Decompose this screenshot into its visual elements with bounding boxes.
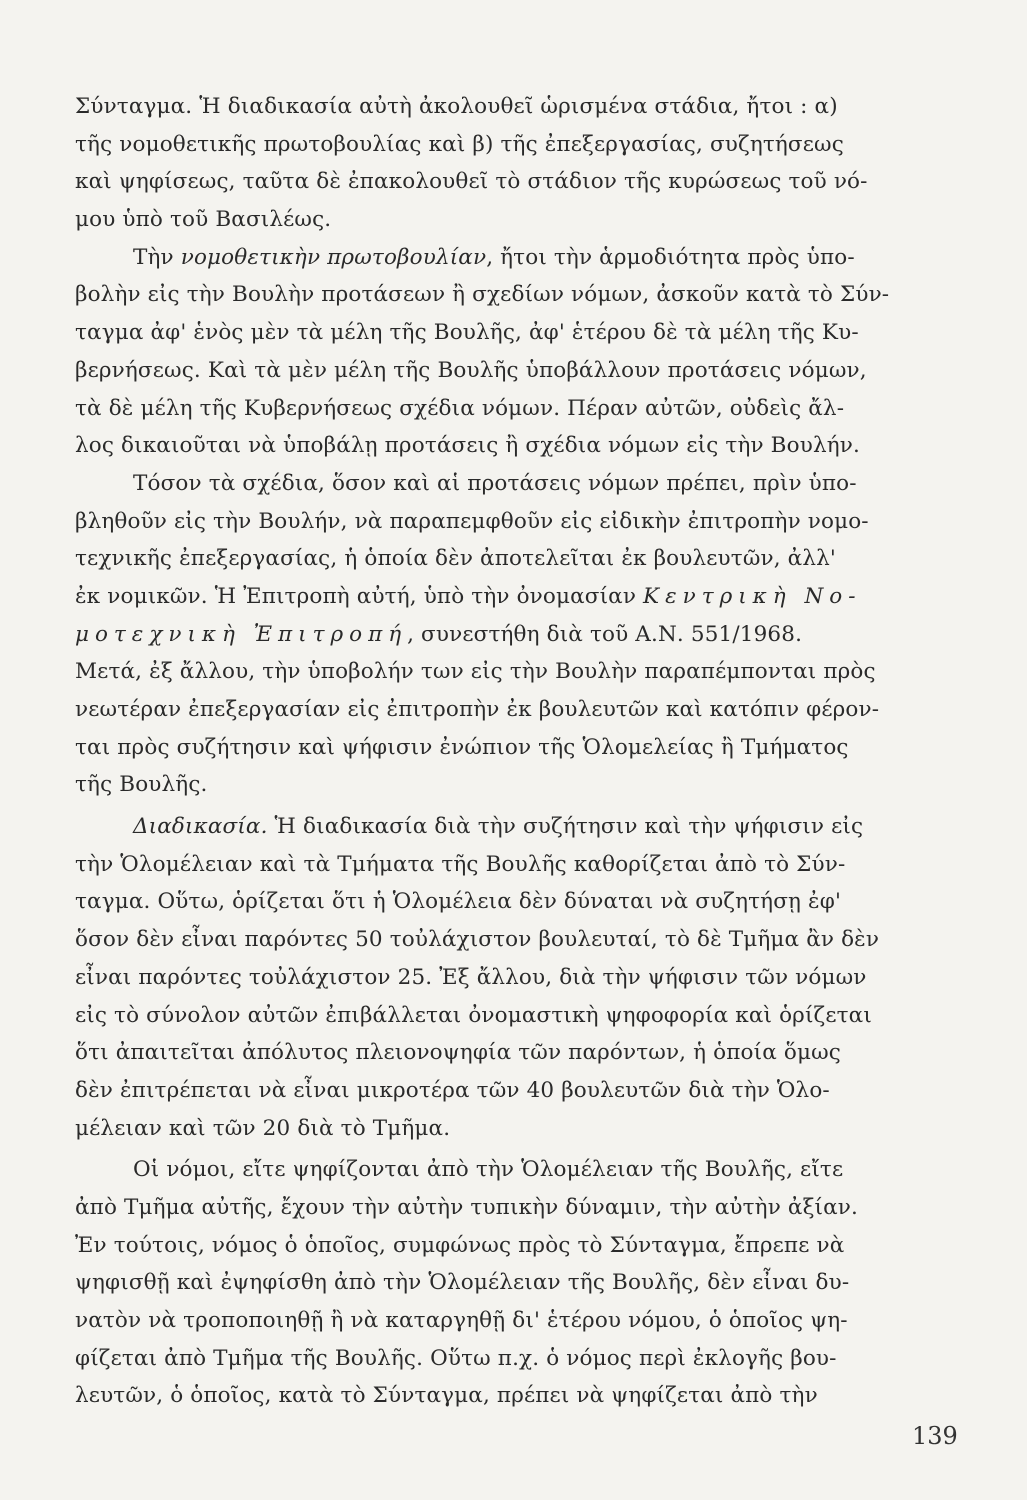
page-number: 139 bbox=[912, 1422, 958, 1450]
text-line bbox=[75, 808, 963, 846]
text-run: , ἤτοι τὴν ἁρμοδιότητα πρὸς ὑπο- bbox=[486, 244, 855, 270]
italic-term: νομοθετικὴν πρωτοβουλίαν bbox=[180, 244, 487, 270]
text-line: ταγμα. Οὕτω, ὁρίζεται ὅτι ἡ Ὁλομέλεια δὲν δύναται νὰ συζητήσῃ ἐφ' bbox=[75, 889, 842, 915]
text-line: Ἐν τούτοις, νόμος ὁ ὁποῖος, συμφώνως πρὸς τὸ Σύνταγμα, ἔπρεπε νὰ bbox=[75, 1232, 845, 1258]
text-run: , συνεστήθη διὰ τοῦ Α.Ν. 551/1968. bbox=[407, 621, 803, 647]
text-line: τεχνικῆς ἐπεξεργασίας, ἡ ὁποία δὲν ἀποτελεῖται ἐκ βουλευτῶν, ἀλλ' bbox=[75, 546, 836, 572]
text-line: τὴν Ὁλομέλειαν καὶ τὰ Τμήματα τῆς Βουλῆς καθορίζεται ἀπὸ τὸ Σύν- bbox=[75, 851, 846, 877]
text-line: Σύνταγμα. Ἡ διαδικασία αὐτὴ ἀκολουθεῖ ὡρισμένα στάδια, ἤτοι : α) bbox=[75, 94, 838, 119]
text-line: βερνήσεως. Καὶ τὰ μὲν μέλη τῆς Βουλῆς ὑποβάλλουν προτάσεις νόμων, bbox=[75, 357, 867, 383]
text-line: τὰ δὲ μέλη τῆς Κυβερνήσεως σχέδια νόμων. Πέραν αὐτῶν, οὐδεὶς ἄλ- bbox=[75, 395, 845, 421]
text-line: δὲν ἐπιτρέπεται νὰ εἶναι μικροτέρα τῶν 40 βουλευτῶν διὰ τὴν Ὁλο- bbox=[75, 1077, 830, 1103]
text-line: Τόσον τὰ σχέδια, ὅσον καὶ αἱ προτάσεις νόμων πρέπει, πρὶν ὑπο- bbox=[133, 470, 857, 496]
section-heading: Διαδικασία. bbox=[133, 814, 268, 840]
text-line: μου ὑπὸ τοῦ Βασιλέως. bbox=[75, 207, 332, 233]
paragraph-4 bbox=[75, 808, 963, 1147]
text-run: Τὴν bbox=[133, 244, 181, 270]
text-line: ψηφισθῇ καὶ ἐψηφίσθη ἀπὸ τὴν Ὁλομέλειαν τῆς Βουλῆς, δὲν εἶναι δυ- bbox=[75, 1270, 850, 1296]
text-line: Οἱ νόμοι, εἴτε ψηφίζονται ἀπὸ τὴν Ὁλομέλειαν τῆς Βουλῆς, εἴτε bbox=[133, 1157, 844, 1183]
text-line: τῆς Βουλῆς. bbox=[75, 772, 208, 798]
text-line: μέλειαν καὶ τῶν 20 διὰ τὸ Τμῆμα. bbox=[75, 1115, 451, 1141]
text-line: ὅτι ἀπαιτεῖται ἀπόλυτος πλειονοψηφία τῶν παρόντων, ἡ ὁποία ὅμως bbox=[75, 1040, 841, 1066]
text-run: ἐκ νομικῶν. Ἡ Ἐπιτροπὴ αὐτή, ὑπὸ τὴν ὀνομασίαν bbox=[75, 583, 644, 609]
text-line: φίζεται ἀπὸ Τμῆμα τῆς Βουλῆς. Οὕτω π.χ. ὁ νόμος περὶ ἐκλογῆς βου- bbox=[75, 1345, 837, 1371]
spaced-italic-term: Κεντρικὴ Νο- bbox=[643, 583, 862, 609]
paragraph-3 bbox=[75, 465, 963, 804]
text-line: ταγμα ἀφ' ἑνὸς μὲν τὰ μέλη τῆς Βουλῆς, ἀφ' ἑτέρου δὲ τὰ μέλη τῆς Κυ- bbox=[75, 320, 859, 346]
spaced-italic-term: μοτεχνικὴ Ἐπιτροπή bbox=[75, 621, 408, 647]
text-line: ἀπὸ Τμῆμα αὐτῆς, ἔχουν τὴν αὐτὴν τυπικὴν δύναμιν, τὴν αὐτὴν ἀξίαν. bbox=[75, 1194, 859, 1220]
text-line: λος δικαιοῦται νὰ ὑποβάλῃ προτάσεις ἢ σχέδια νόμων εἰς τὴν Βουλήν. bbox=[75, 433, 860, 459]
text-line: Μετά, ἐξ ἄλλου, τὴν ὑποβολήν των εἰς τὴν Βουλὴν παραπέμπονται πρὸς bbox=[75, 659, 876, 685]
text-line: ὅσον δὲν εἶναι παρόντες 50 τοὐλάχιστον βουλευταί, τὸ δὲ Τμῆμα ἂν δὲν bbox=[75, 927, 880, 953]
paragraph-5 bbox=[75, 1151, 963, 1415]
text-run: Ἡ διαδικασία διὰ τὴν συζήτησιν καὶ τὴν ψήφισιν εἰς bbox=[267, 814, 864, 840]
text-line: βολὴν εἰς τὴν Βουλὴν προτάσεων ἢ σχεδίων νόμων, ἀσκοῦν κατὰ τὸ Σύν- bbox=[75, 282, 890, 308]
paragraph-1 bbox=[75, 88, 963, 239]
text-line bbox=[75, 239, 963, 277]
text-line: βληθοῦν εἰς τὴν Βουλήν, νὰ παραπεμφθοῦν εἰς εἰδικὴν ἐπιτροπὴν νομο- bbox=[75, 508, 869, 534]
text-line: νατὸν νὰ τροποποιηθῇ ἢ νὰ καταργηθῇ δι' ἑτέρου νόμου, ὁ ὁποῖος ψη- bbox=[75, 1308, 848, 1333]
text-line: εἰς τὸ σύνολον αὐτῶν ἐπιβάλλεται ὀνομαστικὴ ψηφοφορία καὶ ὁρίζεται bbox=[75, 1002, 872, 1028]
text-line: λευτῶν, ὁ ὁποῖος, κατὰ τὸ Σύνταγμα, πρέπει νὰ ψηφίζεται ἀπὸ τὴν bbox=[75, 1383, 818, 1409]
text-line: νεωτέραν ἐπεξεργασίαν εἰς ἐπιτροπὴν ἐκ βουλευτῶν καὶ κατόπιν φέρον- bbox=[75, 697, 880, 722]
paragraph-2 bbox=[75, 239, 963, 465]
text-line bbox=[75, 616, 963, 654]
text-line bbox=[75, 578, 963, 616]
text-line: ται πρὸς συζήτησιν καὶ ψήφισιν ἐνώπιον τῆς Ὁλομελείας ἢ Τμήματος bbox=[75, 734, 849, 760]
body-text bbox=[75, 88, 963, 1415]
text-line: τῆς νομοθετικῆς πρωτοβουλίας καὶ β) τῆς ἐπεξεργασίας, συζητήσεως bbox=[75, 131, 844, 157]
text-line: εἶναι παρόντες τοὐλάχιστον 25. Ἐξ ἄλλου, διὰ τὴν ψήφισιν τῶν νόμων bbox=[75, 964, 867, 990]
text-line: καὶ ψηφίσεως, ταῦτα δὲ ἐπακολουθεῖ τὸ στάδιον τῆς κυρώσεως τοῦ νό- bbox=[75, 169, 868, 195]
